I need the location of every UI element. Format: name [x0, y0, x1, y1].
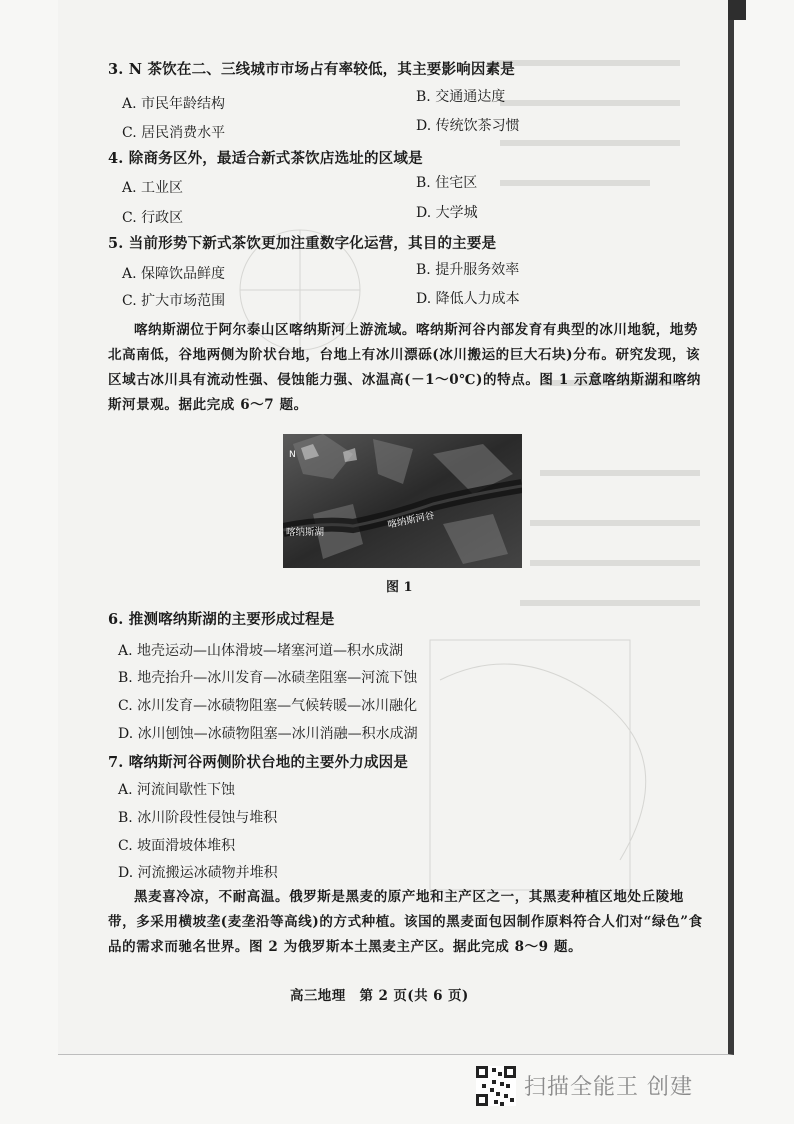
- passage-rye: [108, 885, 708, 960]
- qr-code-icon: [476, 1066, 516, 1106]
- figure-label-valley: 喀纳斯河谷: [386, 510, 436, 531]
- passage-rye-text: 黑麦喜冷凉，不耐高温。俄罗斯是黑麦的原产地和主产区之一，其黑麦种植区地处丘陵地带，多采用横坡垄(麦垄沿等高线)的方式种植。该国的黑麦面包因制作原料符合人们对“绿色”食品的需求而驰名世界。图 2 为俄罗斯本土黑麦主产区。据此完成 8～9 题。: [108, 889, 703, 955]
- q3-option-c: C. 居民消费水平: [122, 125, 226, 141]
- question-4: 4. 除商务区外，最适合新式茶饮店选址的区域是: [108, 150, 423, 167]
- q3-option-b: B. 交通通达度: [416, 89, 506, 105]
- q4-option-a: A. 工业区: [122, 180, 184, 196]
- figure-1-image: [283, 434, 522, 568]
- q6-option-c: C. 冰川发育—冰碛物阻塞—气候转暖—冰川融化: [118, 698, 418, 714]
- question-6: 6. 推测喀纳斯湖的主要形成过程是: [108, 611, 335, 628]
- q7-option-a: A. 河流间歇性下蚀: [118, 782, 236, 798]
- q3-option-a: A. 市民年龄结构: [122, 96, 226, 112]
- q4-option-b: B. 住宅区: [416, 175, 478, 191]
- q7-option-b: B. 冰川阶段性侵蚀与堆积: [118, 810, 278, 826]
- q5-option-a: A. 保障饮品鲜度: [122, 266, 226, 282]
- q4-option-c: C. 行政区: [122, 210, 184, 226]
- question-5: 5. 当前形势下新式茶饮更加注重数字化运营，其目的主要是: [108, 235, 497, 252]
- figure-label-lake: 喀纳斯湖: [286, 527, 325, 538]
- q6-option-d: D. 冰川刨蚀—冰碛物阻塞—冰川消融—积水成湖: [118, 726, 418, 742]
- watermark-text: 扫描全能王 创建: [524, 1075, 693, 1100]
- q6-option-b: B. 地壳抬升—冰川发育—冰碛垄阻塞—河流下蚀: [118, 670, 418, 686]
- figure-1-caption: 图 1: [386, 580, 413, 595]
- satellite-terrain: [283, 434, 522, 568]
- question-7: 7. 喀纳斯河谷两侧阶状台地的主要外力成因是: [108, 754, 409, 771]
- north-arrow-label: N: [289, 450, 296, 460]
- q5-option-d: D. 降低人力成本: [416, 291, 520, 307]
- page-footer: 高三地理 第 2 页(共 6 页): [290, 988, 469, 1004]
- passage-kanas-text: 喀纳斯湖位于阿尔泰山区喀纳斯河上游流域。喀纳斯河谷内部发育有典型的冰川地貌，地势北高南低，谷地两侧为阶状台地，台地上有冰川漂砾(冰川搬运的巨大石块)分布。研究发现，该区域古冰川具有流动性强、侵蚀能力强、冰温高(－1～0℃)的特点。图 1 示意喀纳斯湖和喀纳斯河景观。据此完成 6～7 题。: [108, 322, 702, 413]
- passage-kanas: [108, 318, 708, 418]
- q7-option-c: C. 坡面滑坡体堆积: [118, 838, 236, 854]
- q5-option-c: C. 扩大市场范围: [122, 293, 226, 309]
- q5-option-b: B. 提升服务效率: [416, 262, 520, 278]
- question-3: 3. N 茶饮在二、三线城市市场占有率较低，其主要影响因素是: [108, 61, 515, 78]
- qr-pattern: [476, 1066, 516, 1106]
- q7-option-d: D. 河流搬运冰碛物并堆积: [118, 865, 278, 881]
- q6-option-a: A. 地壳运动—山体滑坡—堵塞河道—积水成湖: [118, 643, 404, 659]
- q3-option-d: D. 传统饮茶习惯: [416, 118, 520, 134]
- q4-option-d: D. 大学城: [416, 205, 478, 221]
